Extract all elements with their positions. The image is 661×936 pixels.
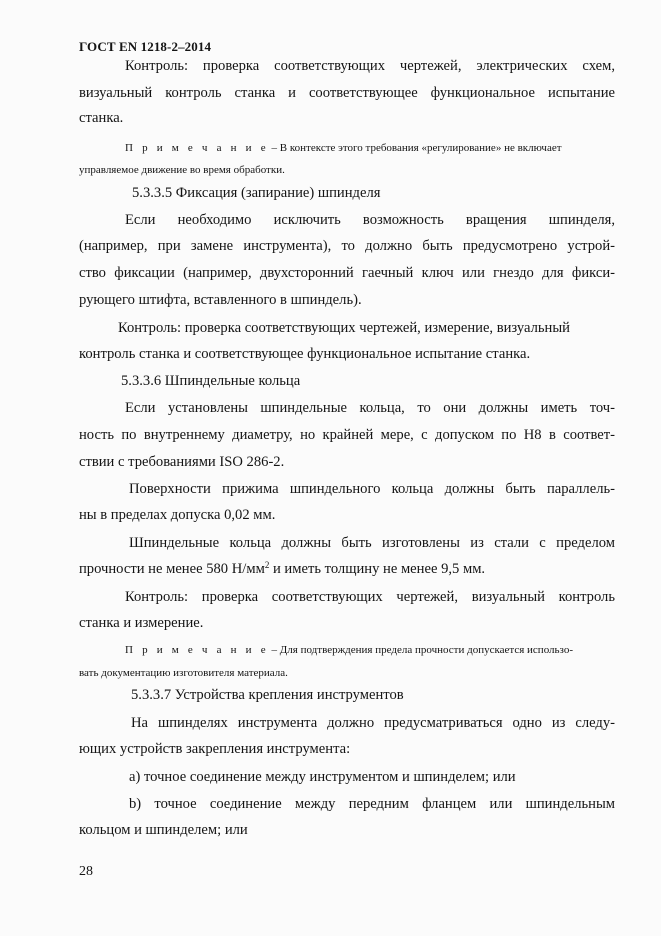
- paragraph-line: визуальный контроль станка и соответствующее функциональное испытание: [79, 85, 615, 101]
- paragraph-line: станка и измерение.: [79, 615, 204, 631]
- paragraph-line: Контроль: проверка соответствующих чертежей, визуальный контроль: [125, 589, 615, 605]
- section-heading-5-3-3-5: 5.3.3.5 Фиксация (запирание) шпинделя: [132, 185, 381, 201]
- paragraph-line: Контроль: проверка соответствующих чертежей, электрических схем,: [125, 58, 615, 74]
- paragraph-line: ность по внутреннему диаметру, но крайней мере, с допуском по H8 в соответ-: [79, 427, 615, 443]
- paragraph-line: (например, при замене инструмента), то должно быть предусмотрено устрой-: [79, 238, 615, 254]
- list-item-a: a) точное соединение между инструментом и шпинделем; или: [129, 769, 516, 785]
- paragraph-line: Если необходимо исключить возможность вращения шпинделя,: [125, 212, 615, 228]
- paragraph-line: кольцом и шпинделем; или: [79, 822, 248, 838]
- paragraph-line: рующего штифта, вставленного в шпиндель).: [79, 292, 362, 308]
- paragraph-line: контроль станка и соответствующее функциональное испытание станка.: [79, 346, 531, 362]
- paragraph-line: Шпиндельные кольца должны быть изготовлены из стали с пределом: [129, 535, 615, 551]
- note-line: управляемое движение во время обработки.: [79, 164, 285, 176]
- paragraph-line: ствии с требованиями ISO 286-2.: [79, 454, 285, 470]
- paragraph-line: Контроль: проверка соответствующих чертежей, измерение, визуальный: [118, 320, 570, 336]
- paragraph-line: Поверхности прижима шпиндельного кольца должны быть параллель-: [129, 481, 615, 497]
- note-label: П р и м е ч а н и е: [125, 142, 269, 154]
- paragraph-line: прочности не менее 580 $Н/мм^2$ и иметь толщину не менее 9,5 мм.: [79, 560, 486, 577]
- paragraph-line: Если установлены шпиндельные кольца, то они должны иметь точ-: [125, 400, 615, 416]
- document-header: ГОСТ EN 1218-2–2014: [79, 39, 212, 54]
- section-heading-5-3-3-6: 5.3.3.6 Шпиндельные кольца: [121, 373, 301, 389]
- page-number: 28: [79, 864, 93, 879]
- paragraph-line: ющих устройств закрепления инструмента:: [79, 741, 351, 757]
- note-line: П р и м е ч а н и е – Для подтверждения предела прочности допускается использо-: [125, 644, 573, 656]
- section-heading-5-3-3-7: 5.3.3.7 Устройства крепления инструментов: [131, 687, 404, 703]
- list-item-b: b) точное соединение между передним фланцем или шпиндельным: [129, 796, 615, 812]
- superscript: 2: [264, 560, 270, 570]
- paragraph-line: станка.: [79, 110, 124, 126]
- note-line: П р и м е ч а н и е – В контексте этого требования «регулирование» не включает: [125, 142, 562, 154]
- paragraph-line: На шпинделях инструмента должно предусматриваться одно из следу-: [131, 715, 615, 731]
- paragraph-line: ны в пределах допуска 0,02 мм.: [79, 507, 276, 523]
- note-line: вать документацию изготовителя материала.: [79, 667, 288, 679]
- note-label: П р и м е ч а н и е: [125, 644, 269, 656]
- paragraph-line: ство фиксации (например, двухсторонний гаечный ключ или гнездо для фикси-: [79, 265, 615, 281]
